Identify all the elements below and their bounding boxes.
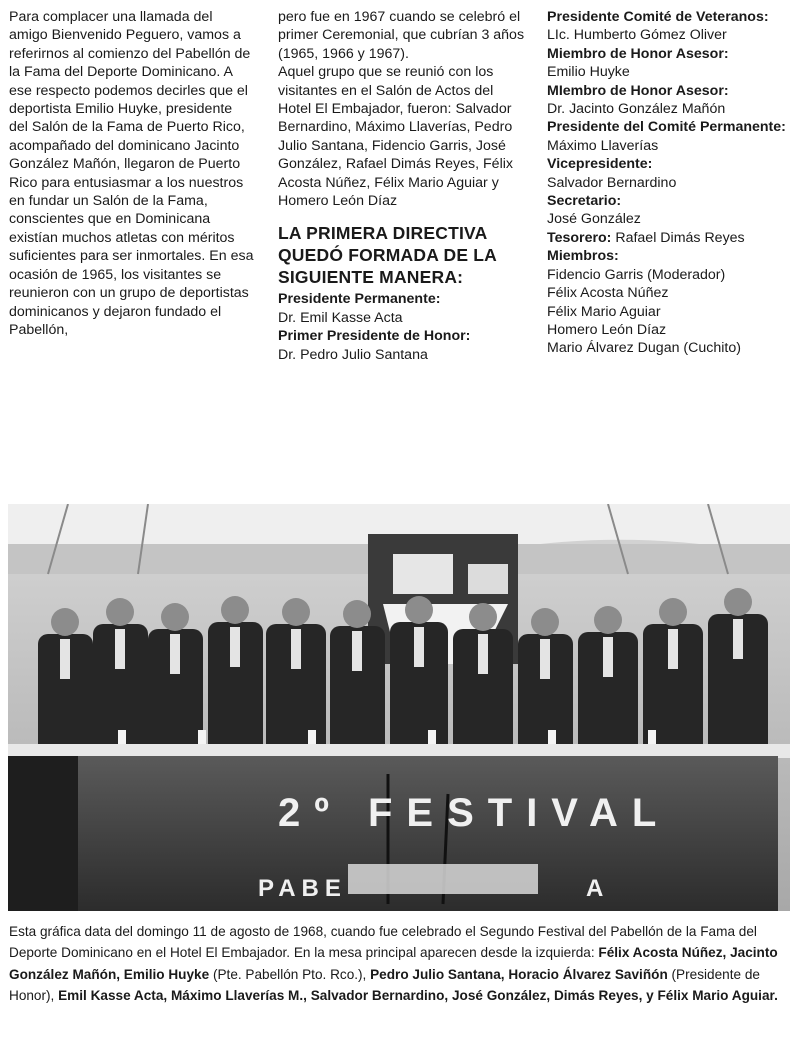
article-column-3 xyxy=(547,8,793,358)
banner-subtext-end: A xyxy=(586,875,604,902)
directiva-label: MIembro de Honor Asesor: xyxy=(547,82,729,99)
directiva-label: Secretario: xyxy=(547,193,622,210)
directiva-name: José González xyxy=(547,211,641,228)
directiva-name: Emilio Huyke xyxy=(547,64,630,81)
member-item: Homero León Díaz xyxy=(547,321,667,338)
article-paragraph: Para complacer una llamada del amigo Bienvenido Peguero, vamos a referirnos al comienzo del Pabellón de la Fama del Deporte Dominicano. A ese respecto podemos decirles que el deportista Emilio Huyke, presidente del Salón de la Fama de Puerto Rico, acompañado del dominicano Jacinto González Mañón, llegaron de Puerto Rico para entusiasmar a los nuestros en fundar un Salón de la Fama, conscientes que en Dominicana existían muchos atletas con méritos suficientes para ser inmortales. En esa ocasión de 1965, los visitantes se reunieron con un grupo de deportistas dominicanos y dejaron fundado el Pabellón, xyxy=(9,9,254,338)
directiva-label: Miembro de Honor Asesor: xyxy=(547,45,729,62)
directiva-line-tesorero: Tesorero: Rafael Dimás Reyes xyxy=(547,229,745,246)
member-item: Fidencio Garris (Moderador) xyxy=(547,266,726,283)
historic-photo xyxy=(8,504,790,911)
banner-subtext: PABE xyxy=(258,875,347,902)
directiva-name: Dr. Emil Kasse Acta xyxy=(278,309,403,326)
directiva-label: Primer Presidente de Honor: xyxy=(278,328,471,345)
article-paragraph: Aquel grupo que se reunió con los visitantes en el Salón de Actos del Hotel El Embajador, fueron: Salvador Bernardino, Máximo Llaverías, Pedro Julio Santana, Fidencio Garris, José González, Rafael Dimás Reyes, Félix Acosta Núñez, Félix Mario Aguiar y Homero León Díaz xyxy=(278,64,513,210)
photo-caption: Esta gráfica data del domingo 11 de agosto de 1968, cuando fue celebrado el Segundo Festival del Pabellón de la Fama del Deporte Dominicano en el Hotel El Embajador. En la mesa principal aparecen desde la izquierda: Félix Acosta Núñez, Jacinto González Mañón, Emilio Huyke (Pte. Pabellón Pto. Rco.), Pedro Julio Santana, Horacio Álvarez Saviñón (Presidente de Honor), Emil Kasse Acta, Máximo Llaverías M., Salvador Bernardino, José González, Dimás Reyes, y Félix Mario Aguiar. xyxy=(9,924,778,1004)
section-heading: LA PRIMERA DIRECTIVA QUEDÓ FORMADA DE LA SIGUIENTE MANERA: xyxy=(278,223,497,288)
directiva-label: Miembros: xyxy=(547,248,619,265)
directiva-name: Dr. Pedro Julio Santana xyxy=(278,346,428,363)
directiva-label: Presidente del Comité Permanente: xyxy=(547,119,786,136)
directiva-name: LIc. Humberto Gómez Oliver xyxy=(547,27,727,44)
article-column-1 xyxy=(9,8,255,339)
article-column-2 xyxy=(278,8,528,364)
member-item: Mario Álvarez Dugan (Cuchito) xyxy=(547,340,741,357)
directiva-name: Salvador Bernardino xyxy=(547,174,677,191)
directiva-label: Presidente Permanente: xyxy=(278,291,441,308)
banner-text: 2º FESTIVAL xyxy=(278,791,671,835)
directiva-name: Dr. Jacinto González Mañón xyxy=(547,101,726,118)
directiva-label: Presidente Comité de Veteranos: xyxy=(547,9,769,25)
article-paragraph: pero fue en 1967 cuando se celebró el primer Ceremonial, que cubrían 3 años (1965, 1966 y 1967). xyxy=(278,9,525,62)
member-item: Félix Acosta Núñez xyxy=(547,285,669,302)
member-item: Félix Mario Aguiar xyxy=(547,303,661,320)
directiva-name: Máximo Llaverías xyxy=(547,137,659,154)
directiva-label: Vicepresidente: xyxy=(547,156,653,173)
